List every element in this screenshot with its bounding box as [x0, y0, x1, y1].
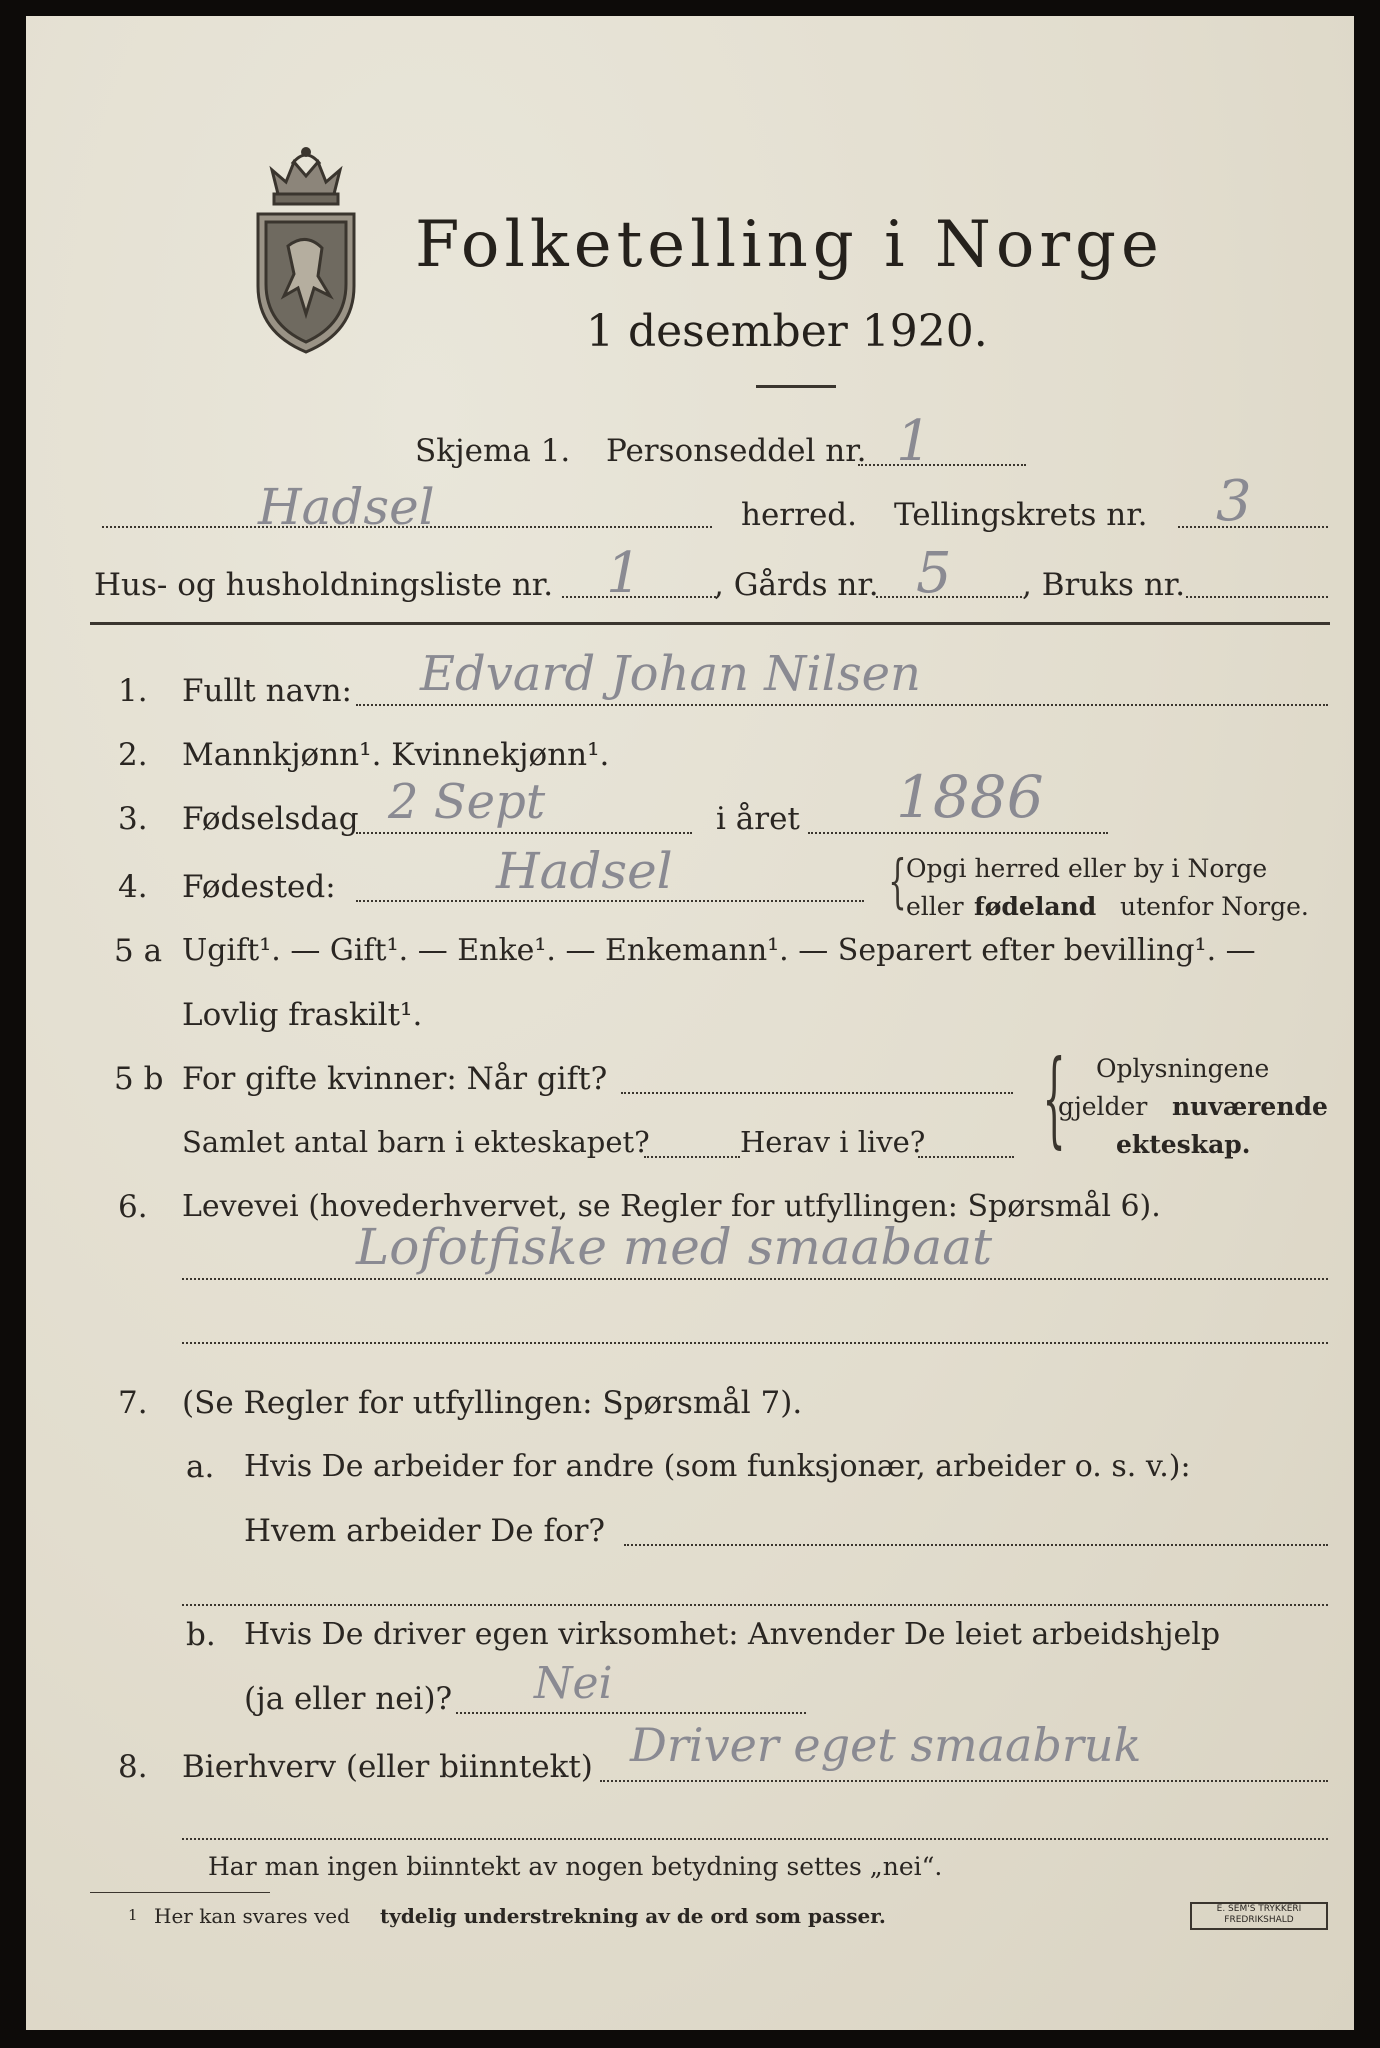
q4-number: 4. [118, 869, 148, 905]
personseddel-label: Personseddel nr. [606, 433, 867, 469]
bruks-label: , Bruks nr. [1022, 567, 1186, 603]
q7b-line [456, 1712, 806, 1714]
q7-number: 7. [118, 1385, 148, 1421]
header-divider [90, 622, 1330, 625]
q8-line-2 [182, 1838, 1328, 1840]
q4-note-line2b: fødeland [974, 892, 1097, 921]
q7a-letter: a. [186, 1449, 215, 1485]
q4-note-line2c: utenfor Norge. [1120, 892, 1309, 921]
q7b-letter: b. [186, 1617, 216, 1653]
q3-year-value: 1886 [896, 763, 1044, 831]
q7b-value: Nei [534, 1658, 613, 1709]
q5b-married-line [621, 1092, 1013, 1094]
q6-label: Levevei (hovederhvervet, se Regler for utfyllingen: Spørsmål 6). [182, 1189, 1161, 1224]
husliste-label: Hus- og husholdningsliste nr. [94, 567, 554, 603]
q5a-label-line2: Lovlig fraskilt¹. [182, 997, 423, 1033]
q1-label: Fullt navn: [182, 673, 352, 709]
q5b-note-line2b: nuværende [1172, 1092, 1328, 1121]
q5a-label: Ugift¹. — Gift¹. — Enke¹. — Enkemann¹. — Separert efter bevilling¹. — [182, 933, 1256, 968]
q5b-note-brace: { [1042, 1037, 1066, 1159]
q4-label: Fødested: [182, 869, 336, 905]
form-title: Folketelling i Norge [415, 208, 1164, 282]
tellingskrets-line [1178, 526, 1328, 528]
q3-value: 2 Sept [388, 774, 546, 830]
q3-line [356, 832, 692, 834]
q1-value: Edvard Johan Nilsen [420, 646, 921, 702]
printer-stamp-line1: E. SEM'S TRYKKERI [1216, 1904, 1302, 1914]
q1-number: 1. [118, 673, 148, 709]
tellingskrets-value: 3 [1216, 469, 1252, 534]
husliste-value: 1 [606, 541, 642, 606]
q5b-alive-line [918, 1156, 1014, 1158]
herred-value: Hadsel [258, 478, 435, 536]
personseddel-line [858, 464, 1026, 466]
q7b-label: Hvis De driver egen virksomhet: Anvender De leiet arbeidshjelp [244, 1617, 1221, 1652]
q4-note-line2a: eller [906, 892, 964, 921]
q6-line-2 [182, 1342, 1328, 1344]
q7-label: (Se Regler for utfyllingen: Spørsmål 7). [182, 1385, 803, 1421]
q7b-label-line2: (ja eller nei)? [244, 1681, 453, 1717]
q7a-label: Hvis De arbeider for andre (som funksjonær, arbeider o. s. v.): [244, 1449, 1191, 1484]
q5b-note-line3: ekteskap. [1116, 1130, 1251, 1159]
q2-label: Mannkjønn¹. Kvinnekjønn¹. [182, 737, 610, 773]
q6-value: Lofotfiske med smaabaat [356, 1218, 993, 1276]
q4-value: Hadsel [496, 842, 673, 900]
footnote-text-a: Her kan svares ved [154, 1904, 350, 1928]
q5b-number: 5 b [114, 1061, 164, 1097]
q8-number: 8. [118, 1749, 148, 1785]
herred-label: herred. [741, 497, 857, 533]
q2-number: 2. [118, 737, 148, 773]
q3-label: Fødselsdag [182, 801, 359, 837]
q8-line [600, 1780, 1328, 1782]
q4-line [356, 900, 864, 902]
q4-note-line1: Opgi herred eller by i Norge [906, 854, 1268, 883]
footnote-divider [90, 1892, 270, 1893]
q1-line [356, 704, 1328, 706]
q7a-line [624, 1544, 1328, 1546]
q5a-number: 5 a [114, 933, 163, 969]
q5b-alive-label: Herav i live? [740, 1125, 926, 1159]
gards-value: 5 [916, 541, 952, 606]
gards-label: , Gårds nr. [714, 567, 879, 603]
biinntekt-note: Har man ingen biinntekt av nogen betydning settes „nei“. [208, 1852, 943, 1881]
skjema-label: Skjema 1. [415, 433, 571, 469]
q4-note-brace: { [888, 847, 907, 915]
q6-line-1 [182, 1278, 1328, 1280]
q3-year-line [808, 832, 1108, 834]
q3-number: 3. [118, 801, 148, 837]
q8-label: Bierhverv (eller biinntekt) [182, 1749, 593, 1785]
tellingskrets-label: Tellingskrets nr. [894, 497, 1148, 533]
q5b-children-line [644, 1156, 740, 1158]
title-divider [756, 385, 836, 388]
q7a-line-2 [182, 1604, 1328, 1606]
q5b-note-line1: Oplysningene [1096, 1054, 1270, 1083]
q5b-label: For gifte kvinner: Når gift? [182, 1061, 608, 1097]
printer-stamp [1190, 1902, 1328, 1930]
q5b-note-line2a: gjelder [1058, 1092, 1148, 1121]
q3-year-label: i året [716, 801, 800, 837]
coat-of-arms-icon [248, 136, 364, 358]
q6-number: 6. [118, 1189, 148, 1225]
footnote-number: 1 [128, 1906, 138, 1924]
census-form-sheet [26, 16, 1354, 2030]
q5b-children-label: Samlet antal barn i ekteskapet? [182, 1125, 650, 1159]
bruks-line [1186, 596, 1328, 598]
personseddel-value: 1 [896, 409, 932, 474]
footnote-text-b: tydelig understrekning av de ord som passer. [380, 1904, 886, 1928]
q8-value: Driver eget smaabruk [630, 1718, 1142, 1772]
form-date: 1 desember 1920. [586, 306, 988, 357]
q7a-label-line2: Hvem arbeider De for? [244, 1513, 606, 1549]
printer-stamp-line2: FREDRIKSHALD [1224, 1915, 1294, 1925]
